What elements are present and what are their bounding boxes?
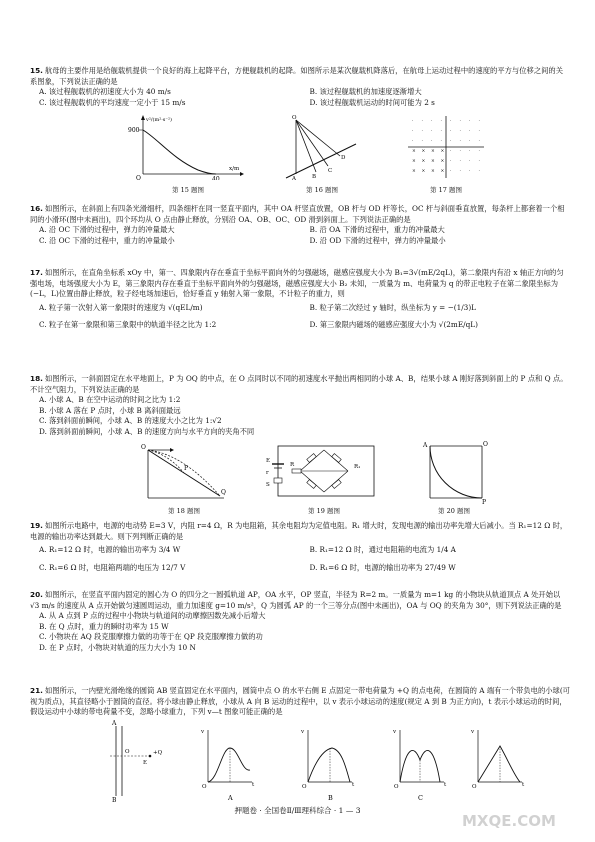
label-p: P bbox=[184, 465, 189, 472]
question-17 bbox=[30, 268, 570, 331]
option-a[interactable]: A. 从 A 点到 P 点的过程中小物块与轨道间的动摩擦因数先减小后增大 bbox=[39, 611, 266, 621]
field-marker: · bbox=[440, 119, 442, 124]
option-c[interactable]: C. R₁=6 Ω 时，电阻箱两端的电压为 12/7 V bbox=[39, 562, 186, 572]
origin-label: O bbox=[202, 784, 207, 790]
figure-18-diagram bbox=[138, 440, 230, 504]
field-marker: · bbox=[421, 119, 423, 124]
field-marker: · bbox=[478, 119, 480, 124]
label-o: O bbox=[141, 444, 146, 451]
label-c: C bbox=[328, 168, 333, 174]
graph-a-label: A bbox=[228, 794, 233, 802]
question-number: 20. bbox=[30, 590, 43, 599]
origin-label: O bbox=[394, 784, 399, 790]
field-marker: · bbox=[450, 119, 452, 124]
question-number: 18. bbox=[30, 374, 43, 383]
label-o: O bbox=[292, 115, 297, 121]
label-e: E bbox=[143, 760, 148, 766]
figure-19-circuit bbox=[266, 440, 382, 504]
option-d[interactable]: D. R₁=6 Ω 时，电源的输出功率为 27/49 W bbox=[309, 562, 456, 572]
x-axis-label: x/m bbox=[229, 166, 240, 172]
question-18 bbox=[30, 374, 570, 438]
question-number: 17. bbox=[30, 268, 43, 277]
label-a: A bbox=[292, 176, 296, 180]
field-marker: · bbox=[459, 169, 461, 174]
label-rb: R bbox=[290, 462, 295, 468]
field-marker: · bbox=[412, 129, 414, 134]
axis-v-label: v bbox=[201, 729, 205, 735]
figure-16-diagram bbox=[282, 114, 362, 180]
field-marker: · bbox=[478, 129, 480, 134]
question-number: 16. bbox=[30, 204, 43, 213]
graph-a[interactable] bbox=[200, 729, 255, 802]
question-16 bbox=[30, 204, 570, 246]
graph-b[interactable] bbox=[300, 729, 355, 802]
field-marker: × bbox=[440, 169, 445, 174]
field-marker: · bbox=[412, 119, 414, 124]
figure-19-caption: 第 19 题图 bbox=[308, 507, 340, 515]
label-r: r bbox=[266, 470, 269, 476]
origin-label: O bbox=[136, 175, 141, 180]
option-b[interactable]: B. 在 Q 点时，重力的瞬时功率为 15 W bbox=[39, 621, 169, 631]
field-marker: · bbox=[469, 139, 471, 144]
graph-c-label: C bbox=[418, 794, 423, 802]
question-stem: 航母的主要作用是给舰载机提供一个良好的海上起降平台，方便舰载机的起降。如图所示是某次舰载机降落后，在航母上运动过程中的速度的平方与位移之间的关系图象，下列说法正确的是 bbox=[30, 66, 564, 86]
field-marker: · bbox=[469, 169, 471, 174]
option-d[interactable]: D. 该过程舰载机运动的时间可能为 2 s bbox=[309, 97, 435, 107]
field-marker: · bbox=[440, 129, 442, 134]
label-b: B bbox=[312, 174, 317, 180]
figure-21 bbox=[100, 720, 540, 802]
figure-15-graph bbox=[128, 114, 248, 180]
axis-v-label: v bbox=[393, 729, 397, 735]
field-marker: · bbox=[469, 149, 471, 154]
field-marker: · bbox=[450, 129, 452, 134]
tube-label-a: A bbox=[112, 720, 117, 727]
label-p: P bbox=[482, 499, 487, 504]
question-stem: 如图所示，在斜面上有四条光滑细杆，四条细杆在同一竖直平面内，其中 OA 杆竖直放置，OB 杆与 OD 杆等长，OC 杆与斜面垂直放置，每条杆上都套着一个相同的小滑环(图中未画出)，四个环均从 O 点由静止释放，分别沿 OA、OB、OC、OD 滑到斜面上。下列说法正确的是 bbox=[30, 204, 565, 224]
field-marker: × bbox=[431, 159, 435, 164]
label-a: A bbox=[423, 442, 428, 449]
y-tick: 900 bbox=[128, 127, 140, 134]
option-d[interactable]: D. 第三象限内磁场的磁感应强度大小为 √(2mE/qL) bbox=[309, 320, 479, 330]
field-marker: · bbox=[431, 119, 433, 124]
field-marker: · bbox=[431, 139, 433, 144]
graph-c[interactable] bbox=[392, 729, 447, 802]
figure-17-caption: 第 17 题图 bbox=[430, 186, 462, 194]
option-b[interactable]: B. 沿 OA 下滑的过程中，重力的冲量最大 bbox=[309, 225, 445, 235]
y-axis-label: v²/(m²·s⁻²) bbox=[146, 117, 172, 123]
question-number: 15. bbox=[30, 66, 43, 75]
field-marker: · bbox=[478, 139, 480, 144]
option-d[interactable]: D. 落到斜面前瞬间，小球 A、B 的速度方向与水平方向的夹角不同 bbox=[39, 426, 255, 436]
figure-18-caption: 第 18 题图 bbox=[168, 507, 200, 515]
field-marker: · bbox=[459, 119, 461, 124]
watermark: MXQE.COM bbox=[462, 812, 556, 830]
field-marker: × bbox=[431, 169, 435, 174]
field-marker: · bbox=[450, 139, 452, 144]
option-c[interactable]: C. 小物块在 AQ 段克服摩擦力做的功等于在 QP 段克服摩擦力做的功 bbox=[39, 632, 263, 642]
option-a[interactable]: A. 粒子第一次射入第一象限时的速度为 √(qEL/m) bbox=[39, 302, 203, 312]
question-stem: 如图所示，在直角坐标系 xOy 中，第一、四象限内存在垂直于坐标平面向外的匀强磁场，磁感应强度大小为 B₁=3√(mE/2qL)，第二象限内有沿 x 轴正方向的匀强电场，电场强度大小为 E，第三象限内存在垂直于坐标平面向外的匀强磁场，磁感应强度大小 B₂ 未知，一质量为 m、电荷量为 q 的带正电粒子在第二象限坐标为(−L，L)位置由静止释放，粒子经电场加速后，恰好垂直 y 轴射入第一象限，不计粒子的重力，则 bbox=[30, 268, 564, 299]
field-marker: · bbox=[421, 129, 423, 134]
option-c[interactable]: C. 沿 OC 下滑的过程中，重力的冲量最小 bbox=[39, 235, 175, 245]
options bbox=[39, 395, 570, 437]
graph-b-label: B bbox=[328, 794, 333, 802]
field-marker: · bbox=[478, 169, 480, 174]
question-number: 21. bbox=[30, 686, 43, 695]
graph-d[interactable] bbox=[470, 729, 525, 790]
option-a[interactable]: A. R₁=12 Ω 时，电源的输出功率为 3/4 W bbox=[39, 545, 181, 555]
axis-v-label: v bbox=[471, 729, 475, 735]
figure-16 bbox=[282, 114, 362, 194]
tube-label-b: B bbox=[112, 797, 117, 802]
figure-21-diagram bbox=[100, 720, 540, 802]
label-q: Q bbox=[221, 489, 226, 496]
x-tick: 40 bbox=[212, 176, 220, 180]
question-19 bbox=[30, 521, 570, 573]
label-e: E bbox=[266, 458, 271, 464]
field-marker: · bbox=[459, 149, 461, 154]
option-d[interactable]: D. 沿 OD 下滑的过程中，弹力的冲量最小 bbox=[309, 235, 446, 245]
field-marker: × bbox=[421, 169, 426, 174]
option-b[interactable]: B. 该过程舰载机的加速度逐渐增大 bbox=[309, 87, 422, 97]
field-marker: · bbox=[440, 139, 442, 144]
figure-16-caption: 第 16 题图 bbox=[306, 186, 338, 194]
origin-label: O bbox=[472, 784, 477, 790]
question-stem: 如图所示电路中，电源的电动势 E=3 V，内阻 r=4 Ω，R 为电阻箱，其余电阻均为定值电阻。R₁ 增大时，发现电源的输出功率先增大后减小。当 R₁=12 Ω 时，电源的输出功率达到最大。则下列判断正确的是 bbox=[30, 521, 568, 541]
figure-20-caption: 第 20 题图 bbox=[438, 507, 470, 515]
field-marker: · bbox=[412, 139, 414, 144]
field-marker: × bbox=[412, 169, 416, 174]
field-marker: · bbox=[450, 169, 452, 174]
field-marker: · bbox=[431, 129, 433, 134]
question-15 bbox=[30, 66, 570, 108]
axis-t-label: t bbox=[352, 782, 355, 788]
options bbox=[39, 87, 570, 108]
figure-17 bbox=[406, 114, 486, 194]
field-marker: · bbox=[459, 139, 461, 144]
question-number: 19. bbox=[30, 521, 43, 530]
field-marker: × bbox=[412, 159, 416, 164]
field-marker: × bbox=[421, 149, 426, 154]
field-marker: · bbox=[450, 149, 452, 154]
field-marker: · bbox=[478, 149, 480, 154]
options bbox=[39, 545, 570, 573]
field-marker: · bbox=[459, 159, 461, 164]
question-21 bbox=[30, 686, 570, 718]
field-marker: × bbox=[421, 159, 426, 164]
figure-15-caption: 第 15 题图 bbox=[172, 186, 204, 194]
label-d: D bbox=[341, 155, 346, 161]
option-c[interactable]: C. 落到斜面前瞬间，小球 A、B 的速度大小之比为 1:√2 bbox=[39, 416, 222, 426]
field-marker: × bbox=[412, 149, 416, 154]
axis-t-label: t bbox=[252, 782, 255, 788]
page-footer: 押题卷 · 全国卷Ⅱ/Ⅲ理科综合 · 1 — 3 bbox=[234, 806, 361, 815]
axis-v-label: v bbox=[301, 729, 305, 735]
axis-t-label: t bbox=[522, 782, 525, 788]
option-b[interactable]: B. 粒子第二次经过 y 轴时，纵坐标为 y = −(1/3)L bbox=[309, 302, 477, 312]
figure-20 bbox=[418, 440, 490, 518]
option-d[interactable]: D. 在 P 点时，小物块对轨道的压力大小为 10 N bbox=[39, 642, 196, 652]
options bbox=[39, 611, 570, 653]
question-stem: 如图所示，在竖直平面内固定的圆心为 O 的四分之一圆弧轨道 AP，OA 水平，OP 竖直，半径为 R=2 m。一质量为 m=1 kg 的小物块从轨道顶点 A 处开始以 √3 m/s 的速度从 A 点开始做匀速圆周运动，重力加速度 g=10 m/s²，Q 为圆弧 AP 的一个三等分点(图中未画出)，OA 与 OQ 的夹角为 30°，则下列说法正确的是 bbox=[30, 590, 562, 610]
question-stem: 如图所示，一斜面固定在水平地面上，P 为 OQ 的中点，在 O 点同时以不同的初速度水平抛出两相同的小球 A、B，结果小球 A 刚好落到斜面上的 P 点和 Q 点。不计空气阻力，下列说法正确的是 bbox=[30, 374, 568, 394]
figure-15 bbox=[128, 114, 248, 194]
option-a[interactable]: A. 小球 A、B 在空中运动的时间之比为 1:2 bbox=[39, 395, 181, 405]
options bbox=[39, 303, 570, 331]
figure-20-diagram bbox=[418, 440, 490, 504]
field-marker: · bbox=[469, 129, 471, 134]
option-a[interactable]: A. 该过程舰载机的初速度大小为 40 m/s bbox=[39, 87, 171, 97]
label-o: O bbox=[483, 441, 488, 448]
label-charge: +Q bbox=[153, 750, 163, 756]
field-marker: · bbox=[450, 159, 452, 164]
field-marker: · bbox=[469, 119, 471, 124]
field-marker: · bbox=[459, 129, 461, 134]
question-stem: 如图所示，一内壁光滑绝缘的圆筒 AB 竖直固定在水平面内，圆筒中点 O 的水平右侧 E 点固定一带电荷量为 +Q 的点电荷，在圆筒的 A 端有一个带负电的小球(可视为质点)，其直径略小于圆筒的直径。将小球由静止释放，小球从 A 向 B 运动的过程中，以 v 表示小球运动的速度(规定 A 到 B 为正方向)，t 表示小球运动的时间，假设运动中小球的带电荷量不变，忽略小球重力，下列 v—t 图象可能正确的是 bbox=[30, 686, 570, 717]
label-s: S bbox=[266, 482, 270, 488]
figure-18 bbox=[138, 440, 230, 518]
figure-19 bbox=[266, 440, 382, 518]
option-c[interactable]: C. 该过程舰载机的平均速度一定小于 15 m/s bbox=[39, 97, 186, 107]
label-r1: R₁ bbox=[354, 464, 361, 470]
question-20 bbox=[30, 590, 570, 654]
field-marker: · bbox=[469, 159, 471, 164]
field-marker: × bbox=[431, 149, 435, 154]
field-marker: × bbox=[440, 159, 445, 164]
option-b[interactable]: B. R₁=12 Ω 时，通过电阻箱的电流为 1/4 A bbox=[309, 545, 456, 555]
option-b[interactable]: B. 小球 A 落在 P 点时，小球 B 离斜面最远 bbox=[39, 405, 181, 415]
figure-17-diagram bbox=[406, 114, 486, 180]
option-a[interactable]: A. 沿 OC 下滑的过程中，弹力的冲量最大 bbox=[39, 225, 175, 235]
field-marker: · bbox=[478, 159, 480, 164]
field-marker: × bbox=[440, 149, 445, 154]
option-c[interactable]: C. 粒子在第一象限和第三象限中的轨道半径之比为 1:2 bbox=[39, 320, 217, 330]
tube-label-o: O bbox=[125, 749, 130, 755]
axis-t-label: t bbox=[444, 782, 447, 788]
field-marker: · bbox=[421, 139, 423, 144]
options bbox=[39, 225, 570, 246]
origin-label: O bbox=[302, 784, 307, 790]
